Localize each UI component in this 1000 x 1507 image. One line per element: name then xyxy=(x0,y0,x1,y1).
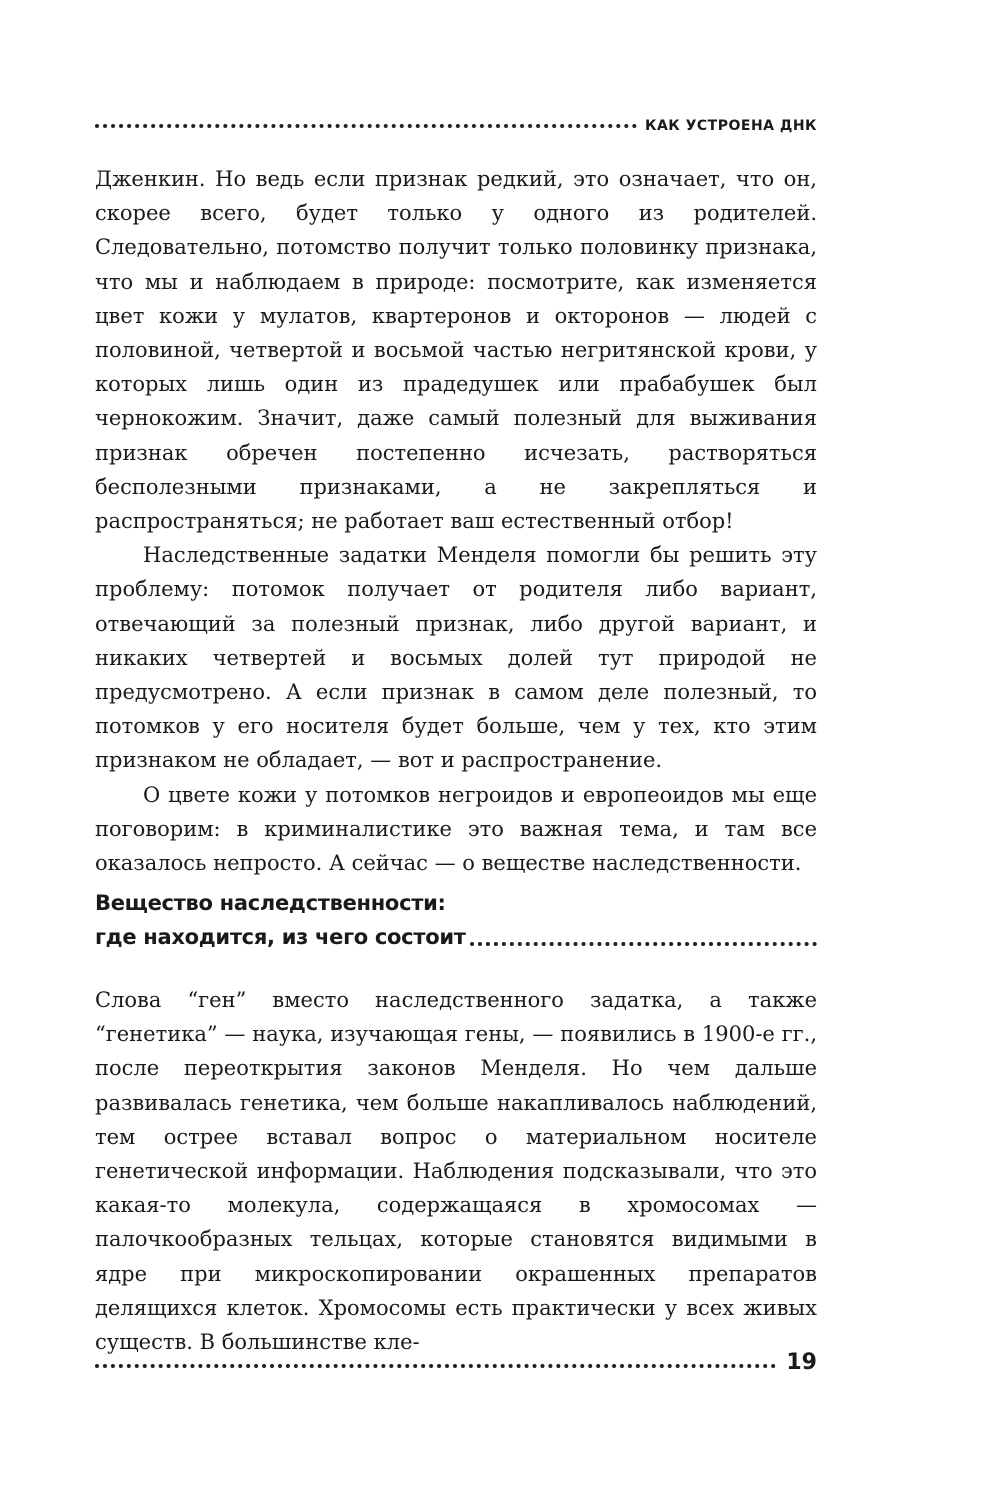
dotted-leader xyxy=(470,942,817,946)
body-text-section-2 xyxy=(95,983,817,1359)
dotted-leader xyxy=(95,1364,776,1368)
heading-line-2-row xyxy=(95,920,817,954)
paragraph: Слова “ген” вместо наследственного задатка, а также “генетика” — наука, изучающая гены, — появились в 1900-е гг., после переоткрытия законов Менделя. Но чем дальше развивалась генетика, чем больше накапливалось наблюдений, тем острее вставал вопрос о материальном носителе генетической информации. Наблюдения подсказывали, что это какая-то молекула, содержащаяся в хромосомах — палочкообразных тельцах, которые становятся видимыми в ядре при микроскопировании окрашенных препаратов делящихся клеток. Хромосомы есть практически у всех живых существ. В большинстве кле- xyxy=(95,988,817,1355)
heading-line-1: Вещество наследственности: xyxy=(95,891,446,915)
running-footer xyxy=(95,1346,817,1376)
dotted-leader xyxy=(95,124,637,128)
running-title: КАК УСТРОЕНА ДНК xyxy=(645,118,817,134)
section-heading xyxy=(95,886,817,954)
body-text-section-1 xyxy=(95,162,817,880)
paragraph: Дженкин. Но ведь если признак редкий, это означает, что он, скорее всего, будет только у одного из родителей. Следовательно, потомство получит только половинку признака, что мы и наблюдаем в природе: посмотрите, как изменяется цвет кожи у мулатов, квартеронов и окторонов — людей с половиной, четвертой и восьмой частью негритянской крови, у которых лишь один из прадедушек или прабабушек был чернокожим. Значит, даже самый полезный для выживания признак обречен постепенно исчезать, растворяться бесполезными признаками, а не закрепляться и распространяться; не работает ваш естественный отбор! xyxy=(95,167,817,534)
paragraph: О цвете кожи у потомков негроидов и европеоидов мы еще поговорим: в криминалистике это важная тема, и там все оказалось непросто. А сейчас — о веществе наследственности. xyxy=(95,782,817,876)
heading-line-2: где находится, из чего состоит xyxy=(95,925,466,949)
paragraph: Наследственные задатки Менделя помогли бы решить эту проблему: потомок получает от родителя либо вариант, отвечающий за полезный признак, либо другой вариант, и никаких четвертей и восьмых долей тут природой не предусмотрено. А если признак в самом деле полезный, то потомков у его носителя будет больше, чем у тех, кто этим признаком не обладает, — вот и распространение. xyxy=(95,543,817,773)
running-header xyxy=(95,112,817,134)
page-number: 19 xyxy=(786,1350,817,1375)
